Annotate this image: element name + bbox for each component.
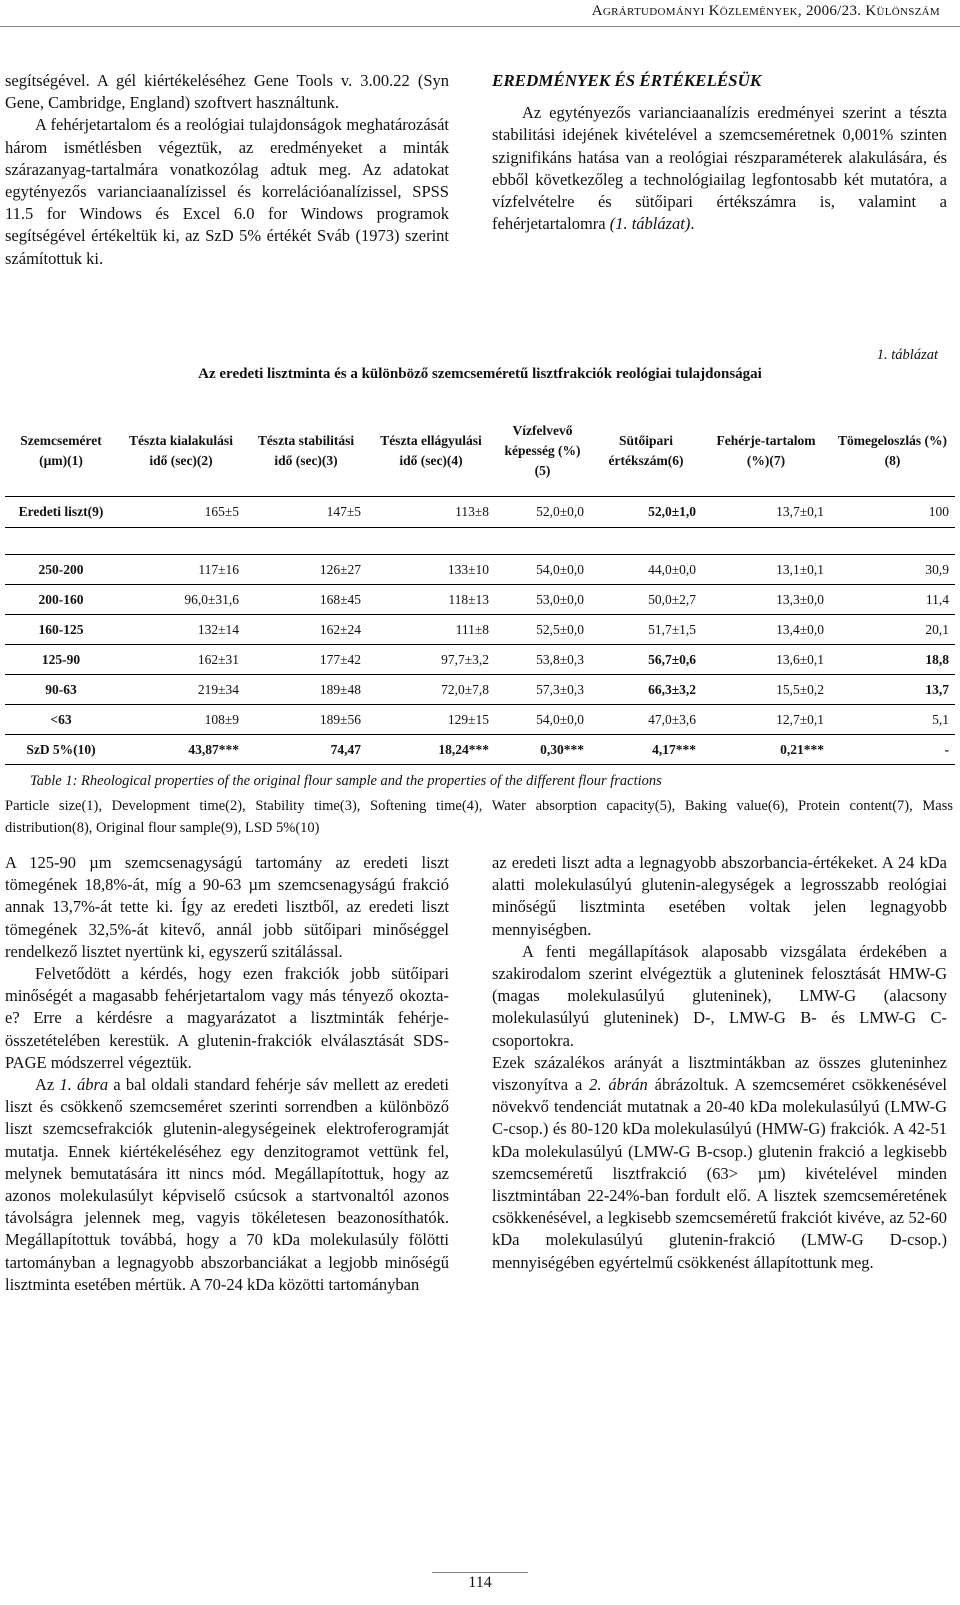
table-cell: 13,7±0,1	[702, 497, 830, 528]
figure2-text-start: Ezek százalékos arányát a lisztmintákban az összes gluteninhez viszonyítva a	[492, 1052, 947, 1095]
table-cell: 74,47	[245, 735, 367, 765]
table-header-row	[5, 406, 955, 497]
table-cell: 66,3±3,2	[590, 675, 702, 705]
table-cell: 162±24	[245, 615, 367, 645]
table-cell: 13,4±0,0	[702, 615, 830, 645]
table-cell: 18,8	[830, 645, 955, 675]
table-reference: (1. táblázat)	[609, 214, 691, 234]
table-number: 1. táblázat	[876, 347, 938, 363]
paragraph-figure1	[5, 1074, 449, 1296]
table-row	[5, 555, 955, 585]
table-cell: 100	[830, 497, 955, 528]
table-cell: 189±48	[245, 675, 367, 705]
paragraph-question: Felvetődött a kérdés, hogy ezen frakciók jobb sütőipari minőségét a magasabb fehérjetartalom vagy más tényező okozta-e? Erre a kérdésre a magyarázatot a lisztminták fehérje-összetételében kerestük. A glutenin-frakciók elválasztását SDS-PAGE módszerrel végeztük.	[5, 964, 449, 1072]
table-header-cell: Tömegeloszlás (%)(8)	[837, 433, 948, 468]
table-cell: 113±8	[367, 497, 495, 528]
table-cell: 52,0±1,0	[590, 497, 702, 528]
table-cell: 0,21***	[702, 735, 830, 765]
table-cell: 13,1±0,1	[702, 555, 830, 585]
table-cell: 13,6±0,1	[702, 645, 830, 675]
table-cell: 13,3±0,0	[702, 585, 830, 615]
table-legend: Particle size(1), Development time(2), Stability time(3), Softening time(4), Water absorption capacity(5), Baking value(6), Protein content(7), Mass distribution(8), Original flour sample(9), LSD 5%(10)	[5, 798, 953, 836]
table-cell: 44,0±0,0	[590, 555, 702, 585]
table-cell: 11,4	[830, 585, 955, 615]
table-cell: 133±10	[367, 555, 495, 585]
table-header-cell: Vízfelvevő képesség (%)(5)	[504, 423, 581, 478]
table-cell: 126±27	[245, 555, 367, 585]
table-cell: 117±16	[117, 555, 245, 585]
figure1-text: a bal oldali standard fehérje sáv mellett az eredeti liszt és csökkenő szemcseméret szerinti sorrendben a különböző liszt szemcsefrakciók glutenin-alegységeinek elektroferogramját mutatja. Ennek kiértékeléséhez egy denzitogramot vettünk fel, melynek bemutatására itt nincs mód. Megállapítottuk, hogy az azonos molekulasúlyt képviselő csúcsok a startvonaltól azonos távolságra jelennek meg, vagyis tökéletesen beazonosíthatók. Megállapítottuk továbbá, hogy a 70 kDa molekulasúly fölötti tartományban a legnagyobb abszorbanciákat a legjobb minőségű lisztminta esetében mértük. A 70-24 kDa közötti tartományban	[5, 1075, 450, 1294]
table-cell: 52,0±0,0	[495, 497, 590, 528]
paragraph-figure2	[492, 1052, 947, 1274]
table-header-cell: Sütőipari értékszám(6)	[608, 433, 684, 468]
table-cell: 111±8	[367, 615, 495, 645]
table-cell: 189±56	[245, 705, 367, 735]
results-text: Az egytényezős varianciaanalízis eredményei szerint a tészta stabilitási idejének kivételével a szemcseméretnek 0,001% szinten szignifikáns hatása van a reológiai részparaméterek alakulására, és ebből következőleg a technológiailag legfontosabb két mutatóra, a vízfelvételre és sütőipari értékszámra is, valamint a fehérjetartalomra	[492, 103, 947, 234]
table-header-cell: Szemcseméret (µm)(1)	[20, 433, 102, 468]
table-cell: 30,9	[830, 555, 955, 585]
table-row	[5, 615, 955, 645]
table-row-original	[5, 497, 955, 528]
table-cell: 53,8±0,3	[495, 645, 590, 675]
table-cell: 20,1	[830, 615, 955, 645]
left-column-top	[5, 70, 449, 270]
figure-reference: 2. ábrán	[589, 1075, 648, 1095]
right-column-bottom	[492, 852, 947, 1274]
table-spacer-row	[5, 528, 955, 555]
table-cell: 177±42	[245, 645, 367, 675]
table-cell: 4,17***	[590, 735, 702, 765]
table-cell: 51,7±1,5	[590, 615, 702, 645]
paragraph-glutenin-groups: A fenti megállapítások alaposabb vizsgálata érdekében a szakirodalom szerint elvégeztük a gluteninek felosztását HMW-G (magas molekulasúlyú gluteninek), LMW-G (alacsony molekulasúlyú gluteninek) D-, LMW-G B- és LMW-G C-csoportokra.	[492, 941, 947, 1050]
table-cell: 219±34	[117, 675, 245, 705]
paragraph-absorbance: az eredeti liszt adta a legnagyobb abszorbancia-értékeket. A 24 kDa alatti molekulasúlyú glutenin-alegységek a legrosszabb reológiai minőségű lisztminta esetében voltak jelen legnagyobb mennyiségben.	[492, 853, 947, 939]
table-cell: 13,7	[830, 675, 955, 705]
table-cell: <63	[5, 705, 117, 735]
table-cell: 118±13	[367, 585, 495, 615]
table-cell: 250-200	[5, 555, 117, 585]
paragraph-methods-end: segítségével. A gél kiértékeléséhez Gene Tools v. 3.00.22 (Syn Gene, Cambridge, England) szoftvert használtunk.	[5, 71, 449, 113]
table-cell: 160-125	[5, 615, 117, 645]
table-cell: 168±45	[245, 585, 367, 615]
table-cell: 90-63	[5, 675, 117, 705]
table-cell: 96,0±31,6	[117, 585, 245, 615]
table-header-cell: Tészta kialakulási idő (sec)(2)	[129, 433, 233, 468]
table-row	[5, 585, 955, 615]
table-cell: Eredeti liszt(9)	[5, 497, 117, 528]
table-cell: 162±31	[117, 645, 245, 675]
table-cell: -	[830, 735, 955, 765]
table-title: Az eredeti lisztminta és a különböző szemcseméretű lisztfrakciók reológiai tulajdonságai	[198, 366, 762, 382]
table-row	[5, 645, 955, 675]
table-cell: 43,87***	[117, 735, 245, 765]
table-cell: 12,7±0,1	[702, 705, 830, 735]
table-cell: 129±15	[367, 705, 495, 735]
section-heading-results: EREDMÉNYEK ÉS ÉRTÉKELÉSÜK	[492, 71, 762, 90]
results-text-end: .	[690, 214, 695, 234]
header-rule	[0, 26, 960, 27]
table-cell: 97,7±3,2	[367, 645, 495, 675]
figure1-text-start: Az	[35, 1075, 60, 1095]
table-caption-english: Table 1: Rheological properties of the original flour sample and the properties of the different flour fractions	[30, 773, 662, 789]
table-cell: 125-90	[5, 645, 117, 675]
table-cell: 54,0±0,0	[495, 705, 590, 735]
table-cell: 5,1	[830, 705, 955, 735]
table-cell: 108±9	[117, 705, 245, 735]
table-cell: 15,5±0,2	[702, 675, 830, 705]
paragraph-statistics: A fehérjetartalom és a reológiai tulajdonságok meghatározását három ismétlésben végeztük, az eredményeket a minták szárazanyag-tartalmára vonatkozólag adtuk meg. Az adatokat egytényezős varianciaanalízissel és korrelációanalízissel, SPSS 11.5 for Windows és Excel 6.0 for Windows programok segítségével értékeltük ki, az SzD 5% értékét Sváb (1973) szerint számítottuk ki.	[5, 115, 449, 268]
table-cell: SzD 5%(10)	[5, 735, 117, 765]
table-header-cell: Fehérje-tartalom (%)(7)	[716, 433, 816, 468]
table-header-cell: Tészta ellágyulási idő (sec)(4)	[380, 433, 482, 468]
table-cell: 47,0±3,6	[590, 705, 702, 735]
table-cell: 54,0±0,0	[495, 555, 590, 585]
table-cell: 52,5±0,0	[495, 615, 590, 645]
table-cell: 18,24***	[367, 735, 495, 765]
table-row-lsd	[5, 735, 955, 765]
running-header: Agrártudományi Közlemények, 2006/23. Különszám	[591, 3, 940, 19]
footer-rule	[432, 1572, 528, 1573]
table-cell: 50,0±2,7	[590, 585, 702, 615]
figure-reference: 1. ábra	[59, 1075, 109, 1095]
table-cell: 53,0±0,0	[495, 585, 590, 615]
table-cell: 56,7±0,6	[590, 645, 702, 675]
table-cell: 132±14	[117, 615, 245, 645]
table-cell: 57,3±0,3	[495, 675, 590, 705]
rheology-table	[5, 406, 955, 765]
table-cell: 0,30***	[495, 735, 590, 765]
table-row	[5, 705, 955, 735]
table-row	[5, 675, 955, 705]
page-number: 114	[468, 1574, 492, 1591]
paragraph-results	[492, 102, 947, 235]
table-cell: 165±5	[117, 497, 245, 528]
table-cell: 200-160	[5, 585, 117, 615]
table-cell: 72,0±7,8	[367, 675, 495, 705]
paragraph-fractions: A 125-90 µm szemcsenagyságú tartomány az eredeti liszt tömegének 18,8%-át, míg a 90-63 µm szemcsenagyságú frakció annak 13,7%-át tette ki. Így az eredeti lisztből, az eredeti liszt tömegének 32,5%-át kitevő, annál jobb sütőipari minőséggel rendelkező lisztet nyertünk ki, egyszerű szitálással.	[5, 853, 449, 961]
table-header-cell: Tészta stabilitási idő (sec)(3)	[257, 433, 355, 468]
right-column-top	[492, 70, 947, 235]
figure2-text: ábrázoltuk. A szemcseméret csökkenésével növekvő tendenciát mutatnak a 20-40 kDa molekulasúlyú (LMW-G C-csop.) és 80-120 kDa molekulasúlyú (HMW-G) frakciók. A 42-51 kDa molekulasúlyú (LMW-G B-csop.) glutenin frakció a legkisebb szemcseméretű lisztfrakció (63> µm) kivételével minden lisztmintában 22-24%-ban fordult elő. A lisztek szemcseméretének csökkenésével, a legkisebb szemcseméretű frakciót kivéve, az 52-60 kDa molekulasúlyú glutenin-frakció (LMW-G D-csop.) mennyiségében egyértelmű csökkenést állapítottunk meg.	[492, 1075, 947, 1272]
left-column-bottom	[5, 852, 449, 1296]
table-cell: 147±5	[245, 497, 367, 528]
